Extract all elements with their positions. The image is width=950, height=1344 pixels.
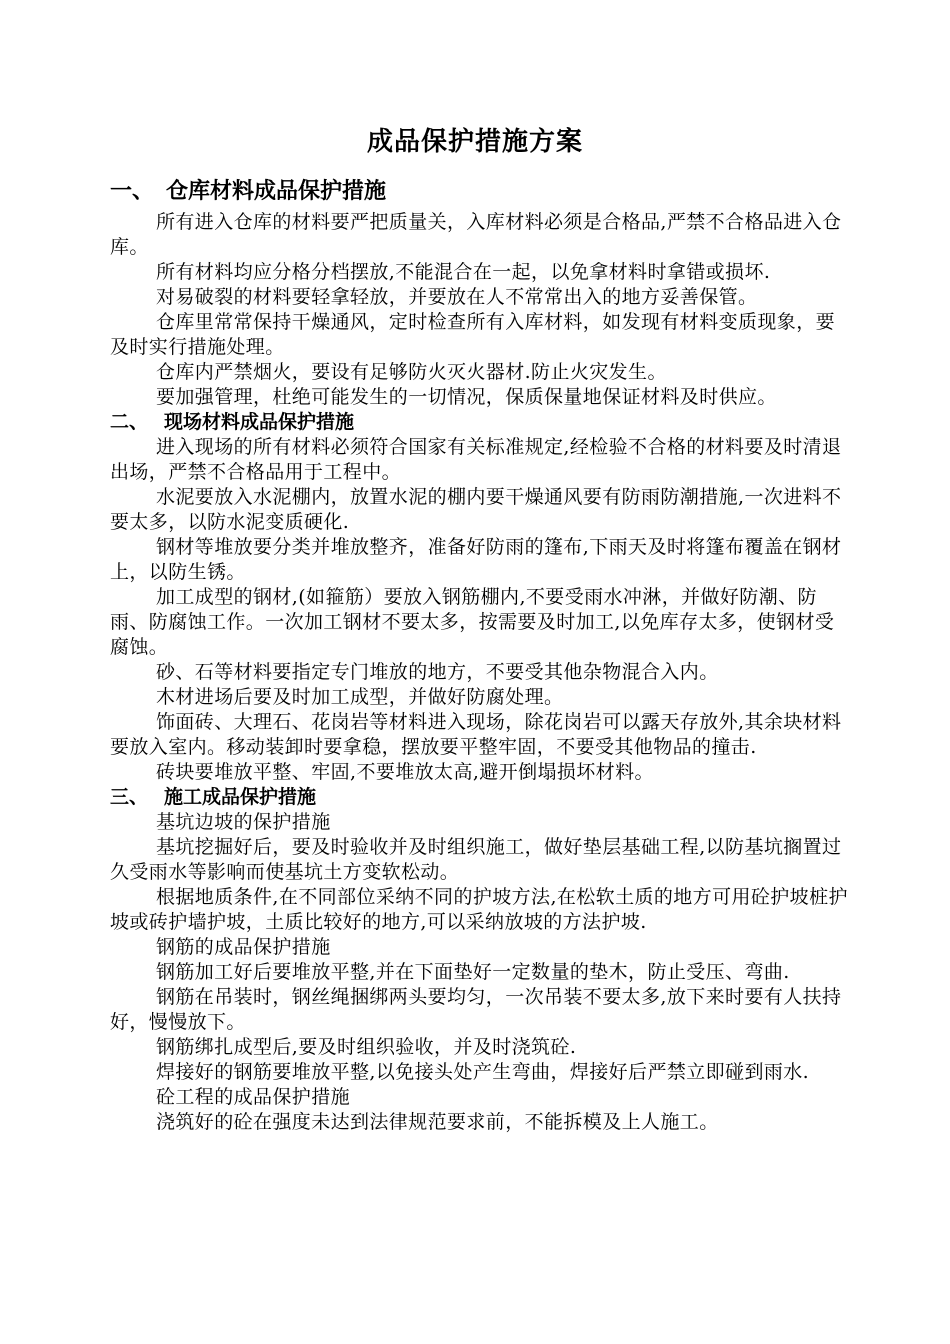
section-heading [110,176,850,210]
paragraph: 木材进场后要及时加工成型，并做好防腐处理。 [156,686,564,708]
section-heading-text: 现场材料成品保护措施 [164,411,355,433]
paragraph: 砖块要堆放平整、牢固,不要堆放太高,避开倒塌损坏材料。 [156,761,654,783]
section-heading-text: 仓库材料成品保护措施 [166,179,387,204]
paragraph: 仓库里常常保持干燥通风，定时检查所有入库材料，如发现有材料变质现象，要及时实行措施处理。 [110,311,836,358]
paragraph: 进入现场的所有材料必须符合国家有关标准规定,经检验不合格的材料要及时清退出场，严禁不合格品用于工程中。 [110,436,842,483]
section-heading [110,785,850,810]
paragraph: 饰面砖、大理石、花岗岩等材料进入现场，除花岗岩可以露天存放外,其余块材料要放入室内。移动装卸时要拿稳，摆放要平整牢固，不要受其他物品的撞击. [110,711,842,758]
paragraph: 加工成型的钢材,(如箍筋）要放入钢筋棚内,不要受雨水冲淋，并做好防潮、防雨、防腐蚀工作。一次加工钢材不要太多，按需要及时加工,以免库存太多，使钢材受腐蚀。 [110,586,835,658]
paragraph: 砂、石等材料要指定专门堆放的地方，不要受其他杂物混合入内。 [156,661,719,683]
paragraph: 基坑挖掘好后，要及时验收并及时组织施工，做好垫层基础工程,以防基坑搁置过久受雨水等影响而使基坑土方变软松动。 [110,836,842,883]
paragraph: 钢材等堆放要分类并堆放整齐，准备好防雨的篷布,下雨天及时将篷布覆盖在钢材上，以防生锈。 [110,536,842,583]
section-heading [110,410,850,435]
paragraph: 钢筋绑扎成型后,要及时组织验收，并及时浇筑砼. [156,1036,577,1058]
paragraph: 所有材料均应分格分档摆放,不能混合在一起，以免拿材料时拿错或损坏. [156,261,771,283]
subsection-heading: 砼工程的成品保护措施 [156,1086,351,1108]
paragraph: 浇筑好的砼在强度未达到法律规范要求前，不能拆模及上人施工。 [156,1111,719,1133]
subsection-heading: 钢筋的成品保护措施 [156,936,331,958]
paragraph: 水泥要放入水泥棚内，放置水泥的棚内要干燥通风要有防雨防潮措施,一次进料不要太多，以防水泥变质硬化. [110,486,842,533]
paragraph: 根据地质条件,在不同部位采纳不同的护坡方法,在松软土质的地方可用砼护坡桩护坡或砖护墙护坡，土质比较好的地方,可以采纳放坡的方法护坡. [110,886,848,933]
paragraph: 要加强管理，杜绝可能发生的一切情况，保质保量地保证材料及时供应。 [156,386,777,408]
section-number: 一、 [110,179,155,204]
section-number: 三、 [110,786,149,808]
document-body [110,176,850,1135]
paragraph: 焊接好的钢筋要堆放平整,以免接头处产生弯曲，焊接好后严禁立即碰到雨水. [156,1061,810,1083]
document-title: 成品保护措施方案 [366,127,583,157]
paragraph: 钢筋在吊装时，钢丝绳捆绑两头要均匀，一次吊装不要太多,放下来时要有人扶持好，慢慢放下。 [110,986,842,1033]
paragraph: 钢筋加工好后要堆放平整,并在下面垫好一定数量的垫木，防止受压、弯曲. [156,961,790,983]
section-heading-text: 施工成品保护措施 [164,786,317,808]
paragraph: 对易破裂的材料要轻拿轻放，并要放在人不常常出入的地方妥善保管。 [156,286,758,308]
subsection-heading: 基坑边坡的保护措施 [156,811,331,833]
paragraph: 仓库内严禁烟火，要设有足够防火灭火器材.防止火灾发生。 [156,361,667,383]
paragraph: 所有进入仓库的材料要严把质量关，入库材料必须是合格品,严禁不合格品进入仓库。 [110,211,842,258]
section-number: 二、 [110,411,149,433]
